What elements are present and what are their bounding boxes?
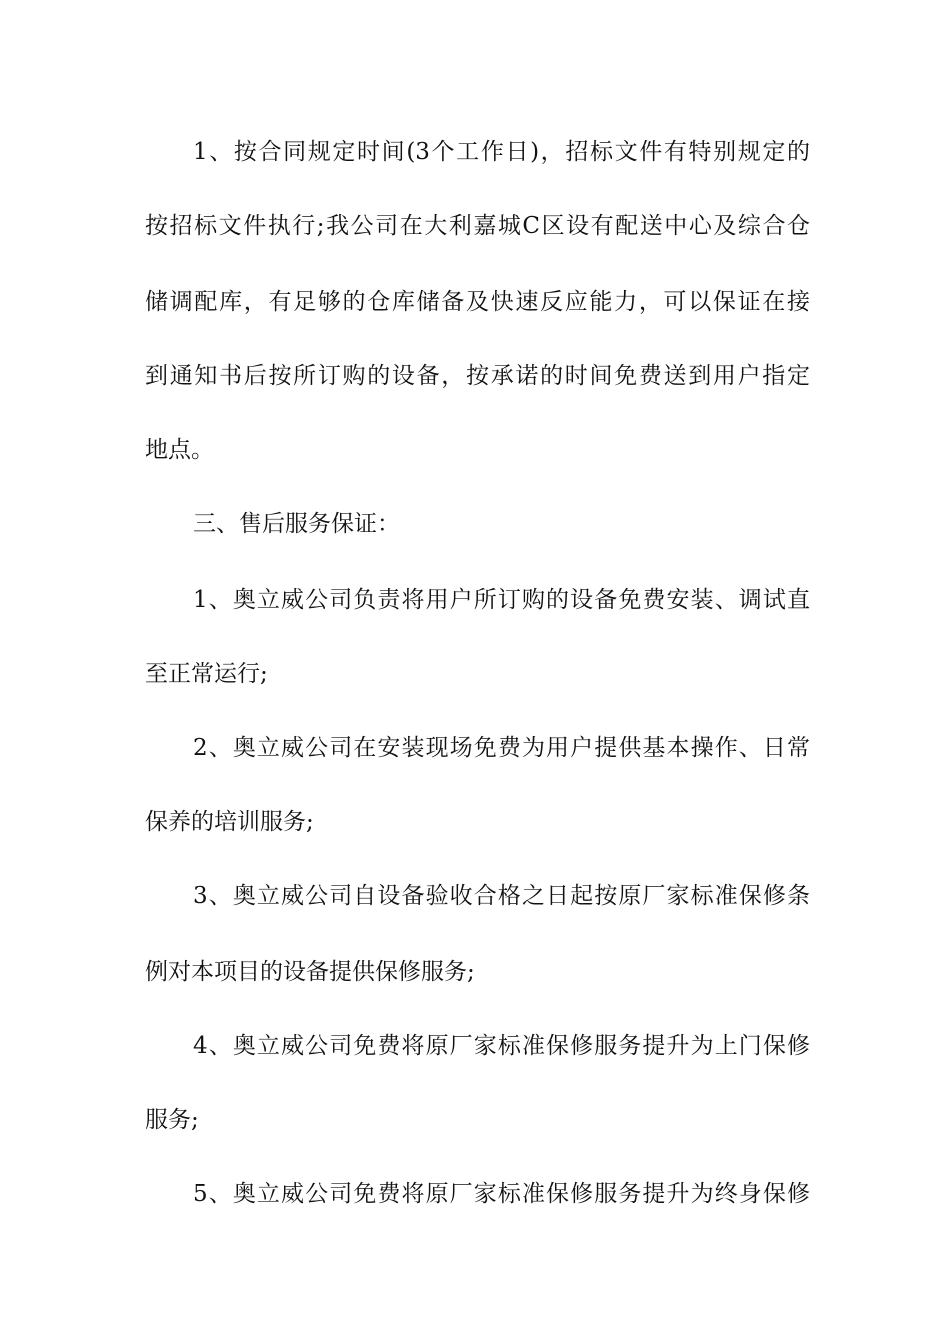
item-2-line-1: 2、奥立威公司在安装现场免费为用户提供基本操作、日常 xyxy=(193,735,810,761)
paragraph-1-line-3: 储调配库，有足够的仓库储备及快速反应能力，可以保证在接 xyxy=(145,289,810,315)
paragraph-1-line-5: 地点。 xyxy=(145,437,214,463)
paragraph-1-line-1: 1、按合同规定时间(3个工作日)，招标文件有特别规定的 xyxy=(193,139,810,165)
item-4-line-2: 服务; xyxy=(145,1107,199,1133)
item-5-line-1: 5、奥立威公司免费将原厂家标准保修服务提升为终身保修 xyxy=(193,1181,810,1207)
paragraph-1-line-4: 到通知书后按所订购的设备，按承诺的时间免费送到用户指定 xyxy=(145,363,810,389)
item-1-line-2: 至正常运行; xyxy=(145,661,268,687)
item-3-line-2: 例对本项目的设备提供保修服务; xyxy=(145,959,475,985)
item-1-line-1: 1、奥立威公司负责将用户所订购的设备免费安装、调试直 xyxy=(193,587,810,613)
paragraph-1-line-2: 按招标文件执行;我公司在大利嘉城C区设有配送中心及综合仓 xyxy=(145,213,810,239)
item-4-line-1: 4、奥立威公司免费将原厂家标准保修服务提升为上门保修 xyxy=(193,1033,810,1059)
item-3-line-1: 3、奥立威公司自设备验收合格之日起按原厂家标准保修条 xyxy=(193,883,810,909)
section-heading: 三、售后服务保证： xyxy=(193,511,400,537)
item-2-line-2: 保养的培训服务; xyxy=(145,809,314,835)
